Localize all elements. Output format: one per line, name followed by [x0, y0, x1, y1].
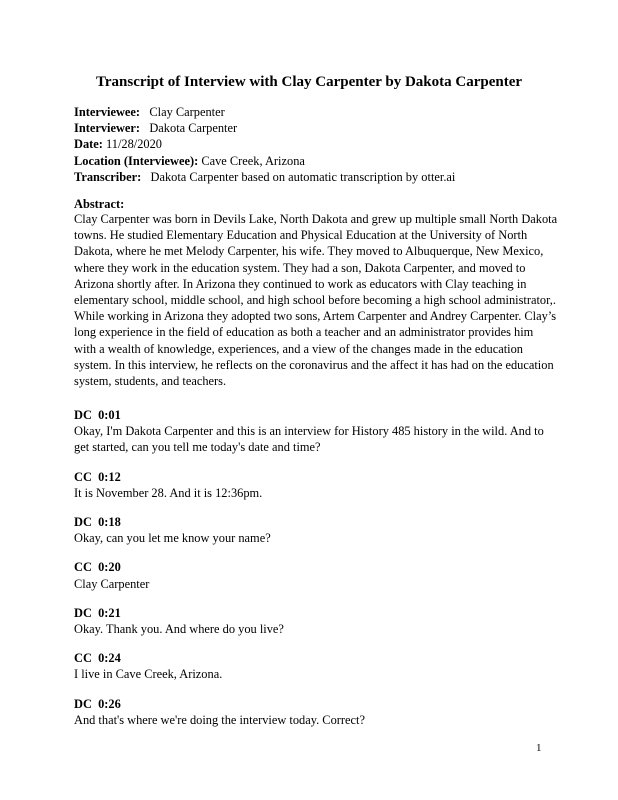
transcript-turn — [74, 650, 554, 682]
abstract-line: long experience in the field of education as both a teacher and an administrator provides him — [74, 325, 534, 340]
timestamp: 0:20 — [98, 560, 121, 575]
turn-line: And that's where we're doing the interview today. Correct? — [74, 712, 365, 727]
turn-line: I live in Cave Creek, Arizona. — [74, 667, 223, 682]
meta-date — [74, 136, 455, 152]
turn-line: Okay, can you let me know your name? — [74, 531, 271, 546]
speaker-code: DC — [74, 605, 92, 620]
meta-value: Dakota Carpenter based on automatic transcription by otter.ai — [150, 169, 456, 184]
transcript-turn — [74, 407, 554, 456]
abstract-line: Clay Carpenter was born in Devils Lake, North Dakota and grew up multiple small North Dakota — [74, 212, 558, 226]
turn-line: It is November 28. And it is 12:36pm. — [74, 485, 263, 500]
turn-header — [74, 407, 554, 423]
meta-interviewer — [74, 120, 455, 136]
turn-header — [74, 514, 554, 530]
timestamp: 0:01 — [98, 408, 121, 422]
turn-line: Okay, I'm Dakota Carpenter and this is an interview for History 485 history in the wild. And to — [74, 424, 544, 439]
abstract-body — [74, 211, 558, 389]
timestamp: 0:26 — [98, 696, 121, 711]
speaker-code: DC — [74, 408, 92, 422]
turn-header — [74, 605, 554, 621]
abstract-line: Dakota, where he met Melody Carpenter, his wife. They moved to Albuquerque, New Mexico, — [74, 244, 544, 259]
meta-label: Interviewee: — [74, 105, 141, 119]
meta-label: Transcriber: — [74, 169, 142, 184]
abstract-line: elementary school, middle school, and high school before becoming a high school administrator,. — [74, 293, 556, 308]
abstract-line: Arizona shortly after. In Arizona they continued to work as educators with Clay teaching in — [74, 276, 527, 291]
transcript-turn — [74, 514, 554, 546]
page-number: 1 — [536, 742, 542, 754]
abstract-line: system. In this interview, he reflects on the coronavirus and the affect it has had on the education — [74, 357, 554, 372]
abstract-line: towns. He studied Elementary Education and Physical Education at the University of North — [74, 228, 528, 243]
transcript-turn — [74, 605, 554, 637]
turn-header — [74, 559, 554, 575]
turn-header — [74, 696, 554, 712]
abstract-line: with a wealth of knowledge, experiences, and a view of the changes made in the education — [74, 341, 523, 356]
meta-value: Cave Creek, Arizona — [201, 153, 305, 168]
meta-label: Interviewer: — [74, 121, 141, 136]
turn-header — [74, 469, 554, 485]
abstract-heading: Abstract: — [74, 197, 125, 211]
timestamp: 0:12 — [98, 469, 121, 484]
turn-line: get started, can you tell me today's date and time? — [74, 440, 321, 455]
meta-transcriber — [74, 169, 455, 185]
timestamp: 0:18 — [98, 515, 121, 530]
speaker-code: CC — [74, 651, 92, 666]
meta-value: Clay Carpenter — [149, 105, 225, 119]
meta-value: 11/28/2020 — [106, 137, 163, 152]
speaker-code: CC — [74, 560, 92, 575]
turn-header — [74, 650, 554, 666]
page-title: Transcript of Interview with Clay Carpenter by Dakota Carpenter — [95, 74, 523, 90]
speaker-code: DC — [74, 696, 92, 711]
transcript-turn — [74, 696, 554, 728]
speaker-code: DC — [74, 515, 92, 530]
transcript-turn — [74, 559, 554, 591]
turn-line: Clay Carpenter — [74, 576, 150, 591]
transcript-turns — [74, 407, 554, 741]
meta-value: Dakota Carpenter — [149, 121, 238, 136]
abstract-line: where they work in the education system. They had a son, Dakota Carpenter, and moved to — [74, 260, 526, 275]
meta-label: Date: — [74, 137, 103, 152]
timestamp: 0:24 — [98, 651, 121, 666]
abstract-line: While working in Arizona they adopted two sons, Artem Carpenter and Andrey Carpenter. Clay’s — [74, 309, 557, 324]
meta-label: Location (Interviewee): — [74, 153, 199, 168]
transcript-turn — [74, 469, 554, 501]
turn-line: Okay. Thank you. And where do you live? — [74, 622, 284, 637]
timestamp: 0:21 — [98, 605, 121, 620]
speaker-code: CC — [74, 469, 92, 484]
meta-location — [74, 153, 455, 169]
interview-metadata — [74, 104, 455, 185]
abstract-line: system, students, and teachers. — [74, 374, 227, 389]
meta-interviewee — [74, 104, 455, 120]
